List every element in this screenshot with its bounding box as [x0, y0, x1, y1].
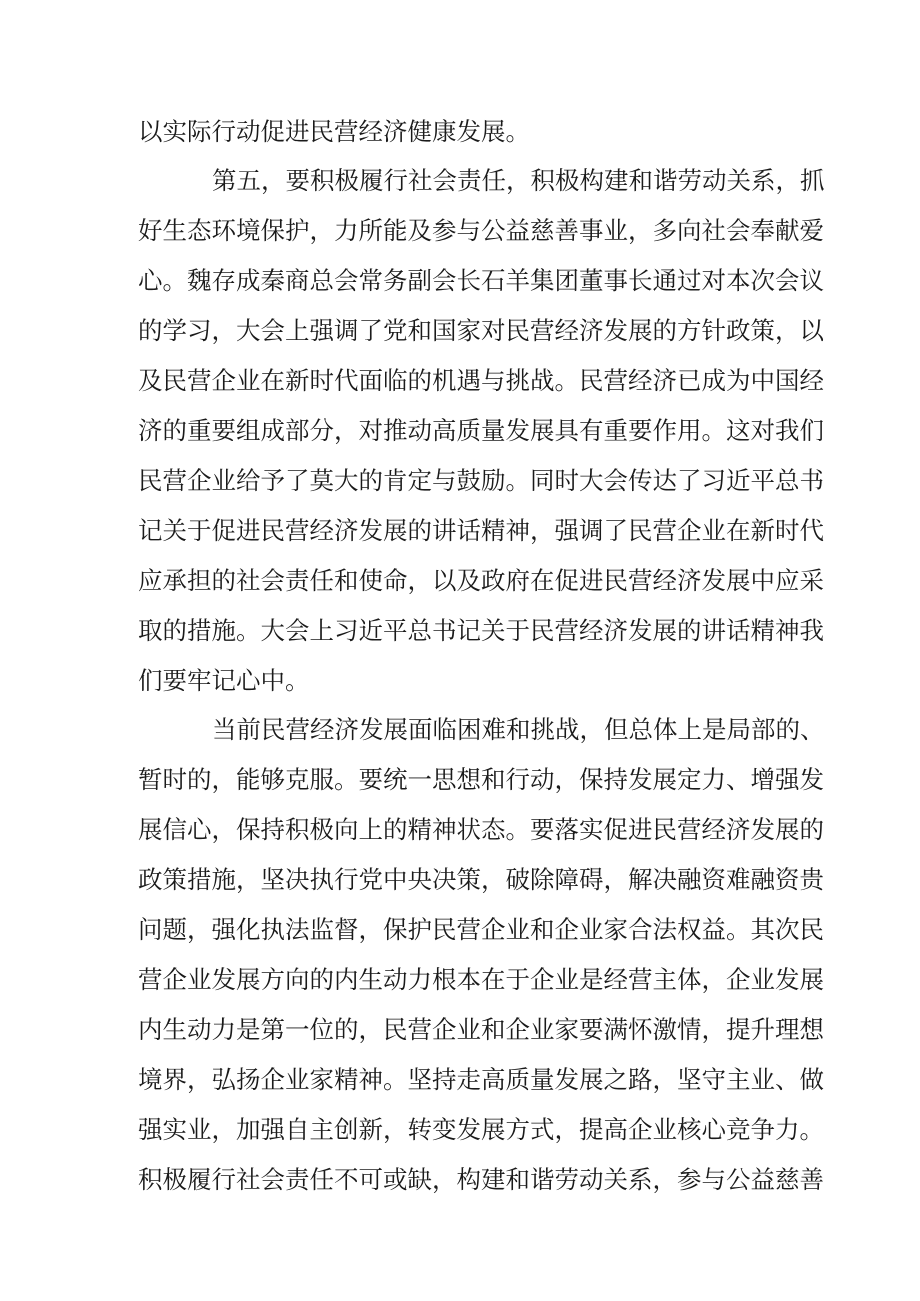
text-line: 境界，弘扬企业家精神。坚持走高质量发展之路，坚守主业、做	[138, 1065, 824, 1094]
text-line: 营企业发展方向的内生动力根本在于企业是经营主体，企业发展	[138, 965, 824, 994]
text-line: 民营企业给予了莫大的肯定与鼓励。同时大会传达了习近平总书	[138, 466, 824, 495]
text-line-1: 以实际行动促进民营经济健康发展。	[138, 117, 530, 146]
text-line: 问题，强化执法监督，保护民营企业和企业家合法权益。其次民	[138, 915, 824, 944]
paragraph-first-line: 第五，要积极履行社会责任，积极构建和谐劳动关系，抓	[212, 166, 825, 195]
text-line: 取的措施。大会上习近平总书记关于民营经济发展的讲话精神我	[138, 616, 824, 645]
paragraph-first-line: 当前民营经济发展面临困难和挑战，但总体上是局部的、	[212, 715, 825, 744]
text-line: 强实业，加强自主创新，转变发展方式，提高企业核心竞争力。	[138, 1115, 824, 1144]
text-line: 内生动力是第一位的，民营企业和企业家要满怀激情，提升理想	[138, 1015, 824, 1044]
text-line: 政策措施，坚决执行党中央决策，破除障碍，解决融资难融资贵	[138, 865, 824, 894]
text-line: 的学习，大会上强调了党和国家对民营经济发展的方针政策，以	[138, 316, 824, 345]
text-line: 记关于促进民营经济发展的讲话精神，强调了民营企业在新时代	[138, 516, 824, 545]
text-line: 们要牢记心中。	[138, 666, 310, 695]
text-line: 济的重要组成部分，对推动高质量发展具有重要作用。这对我们	[138, 416, 824, 445]
text-line: 展信心，保持积极向上的精神状态。要落实促进民营经济发展的	[138, 815, 824, 844]
text-line: 好生态环境保护，力所能及参与公益慈善事业，多向社会奉献爱	[138, 216, 824, 245]
text-line: 心。魏存成秦商总会常务副会长石羊集团董事长通过对本次会议	[138, 266, 824, 295]
text-line: 暂时的，能够克服。要统一思想和行动，保持发展定力、增强发	[138, 765, 824, 794]
text-line: 积极履行社会责任不可或缺，构建和谐劳动关系，参与公益慈善	[138, 1165, 824, 1194]
text-line: 应承担的社会责任和使命，以及政府在促进民营经济发展中应采	[138, 566, 824, 595]
text-line: 及民营企业在新时代面临的机遇与挑战。民营经济已成为中国经	[138, 366, 824, 395]
